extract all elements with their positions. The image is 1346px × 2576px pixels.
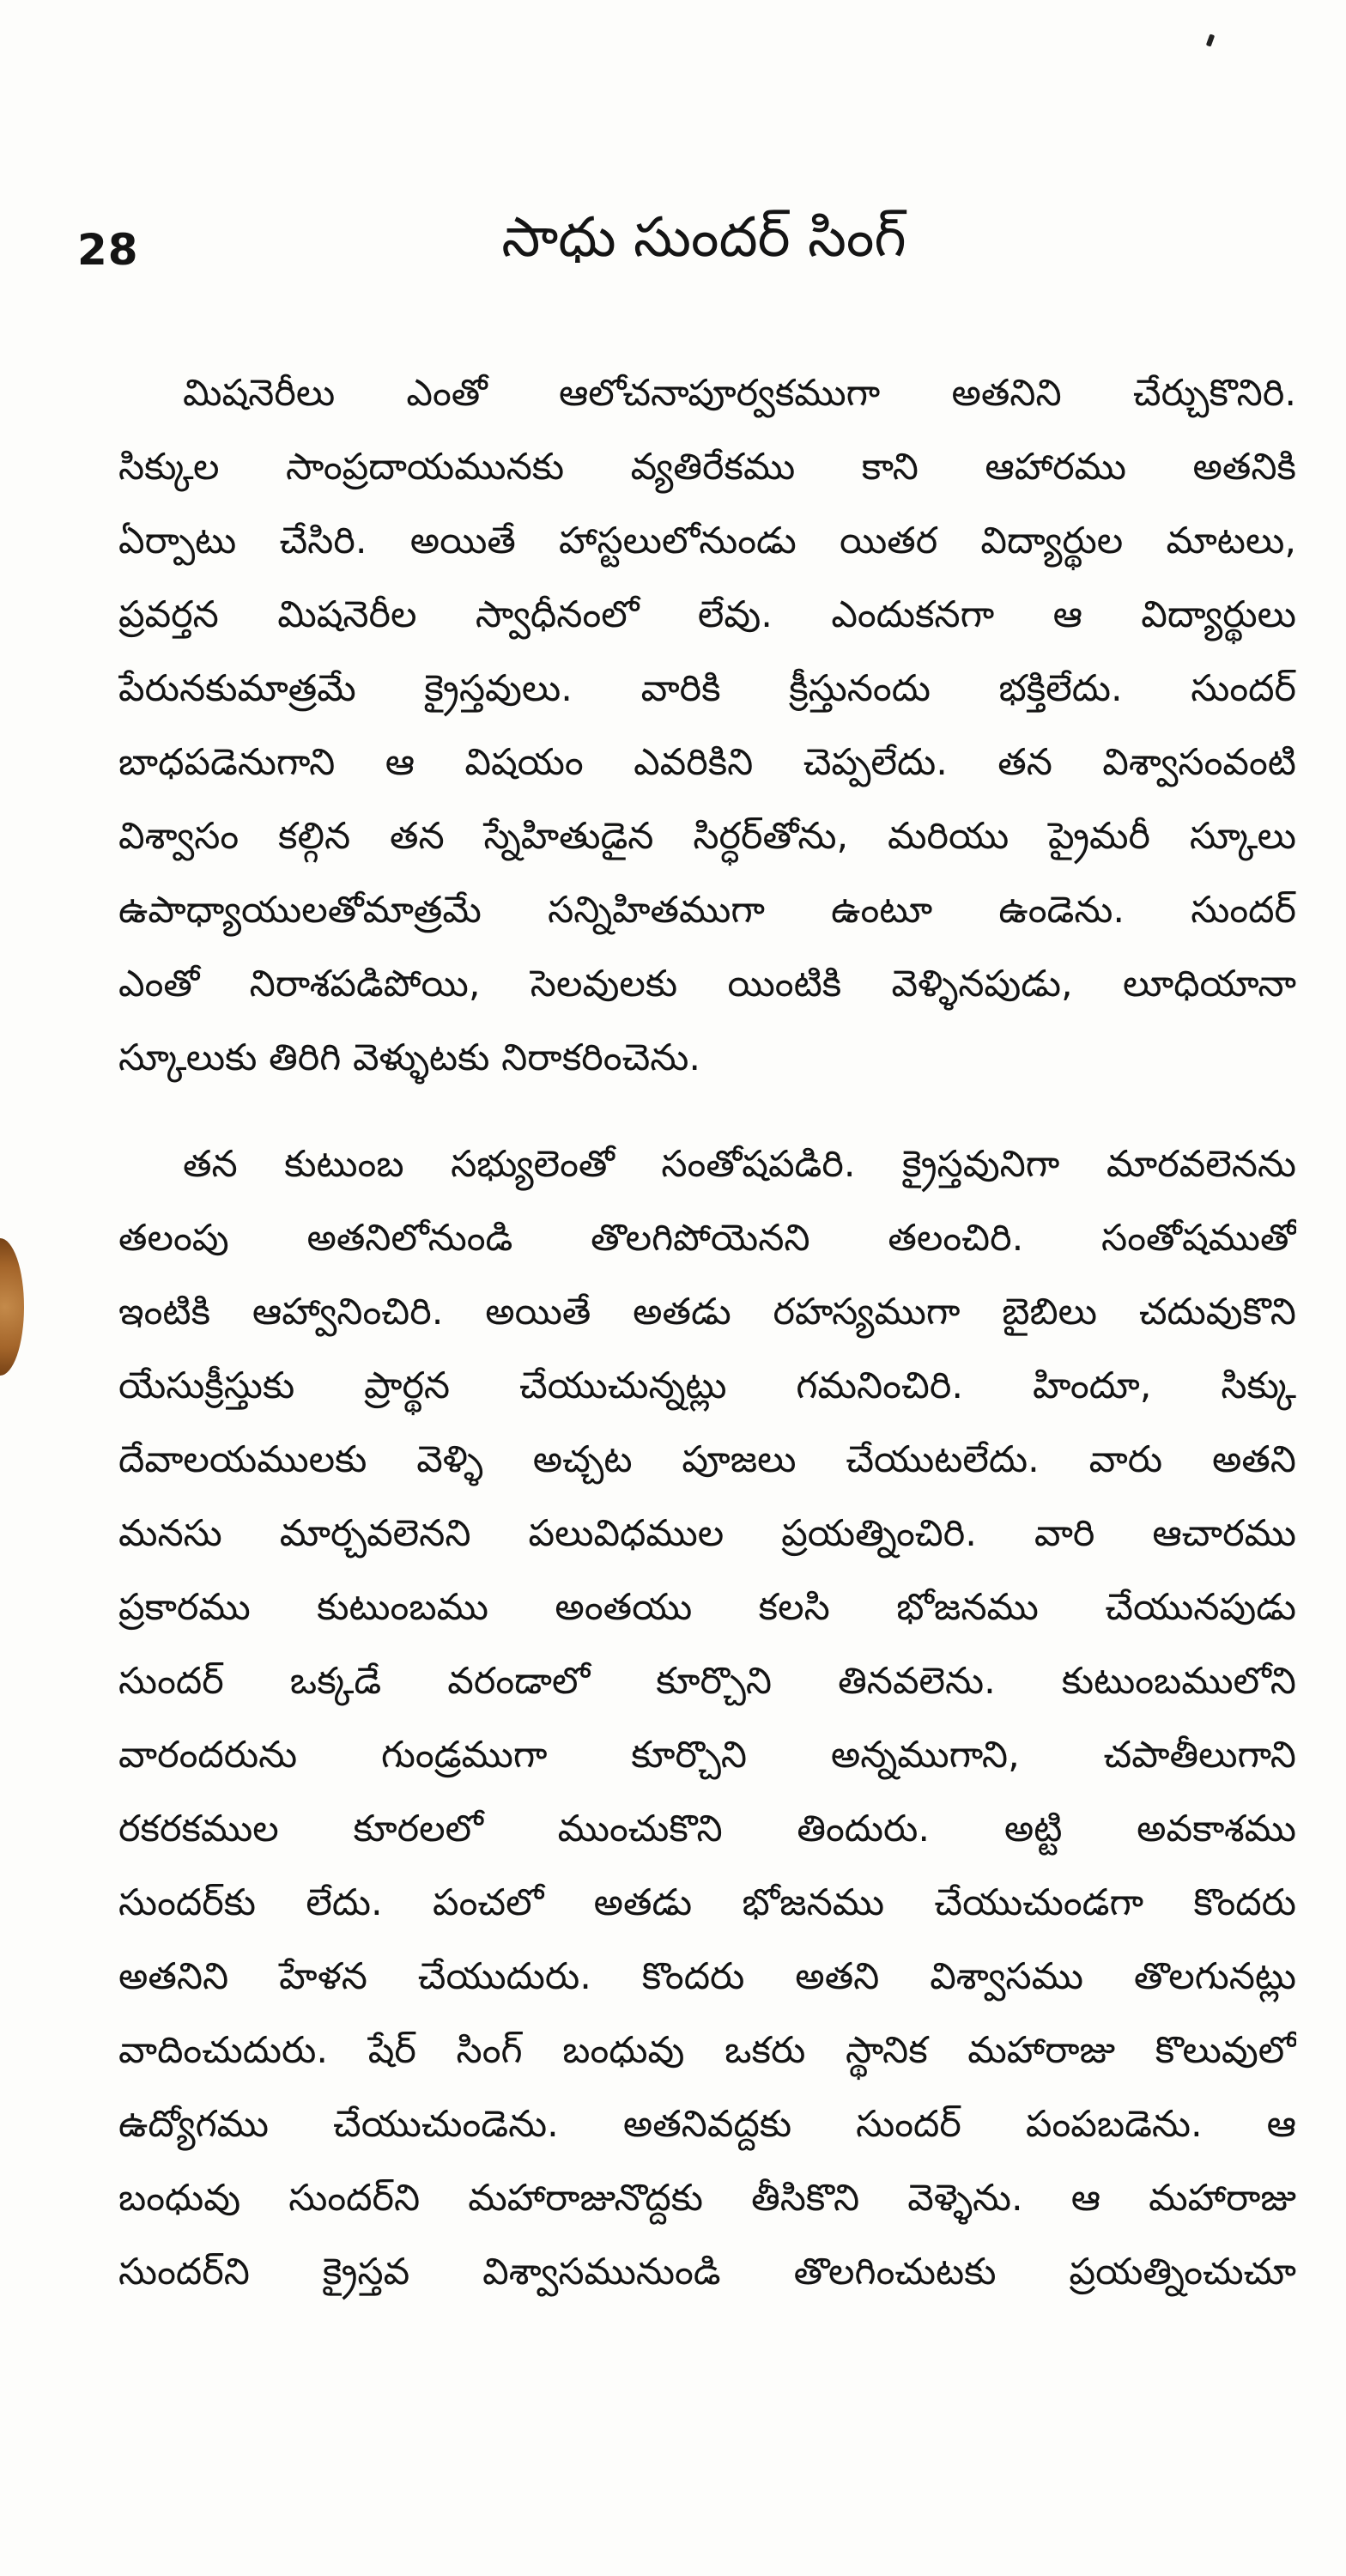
text-line: పేరునకుమాత్రమే క్రైస్తవులు. వారికి క్రీస్తునందు భక్తిలేదు. సుందర్ xyxy=(118,667,1296,710)
page-speck xyxy=(1206,33,1215,46)
paragraph-1 xyxy=(118,356,1296,1095)
text-line: ఎంతో నిరాశపడిపోయి, సెలవులకు యింటికి వెళ్ళినపుడు, లూధియానా xyxy=(118,963,1296,1005)
text-line: మనసు మార్చవలెనని పలువిధముల ప్రయత్నించిరి. వారి ఆచారము xyxy=(118,1512,1296,1555)
text-line: మిషనెరీలు ఎంతో ఆలోచనాపూర్వకముగా అతనిని చేర్చుకొనిరి. xyxy=(183,372,1296,415)
body-text xyxy=(118,356,1296,2309)
text-line: తన కుటుంబ సభ్యులెంతో సంతోషపడిరి. క్రైస్తవునిగా మారవలెనను xyxy=(183,1143,1296,1186)
running-header-title: సాధు సుందర్ సింగ్ xyxy=(501,206,906,270)
text-line: బంధువు సుందర్‌ని మహారాజునొద్దకు తీసికొని వెళ్ళెను. ఆ మహారాజు xyxy=(118,2177,1296,2220)
text-line: సుందర్‌ని క్రైస్తవ విశ్వాసమునుండి తొలగించుటకు ప్రయత్నించుచూ xyxy=(118,2251,1296,2293)
text-line: స్కూలుకు తిరిగి వెళ్ళుటకు నిరాకరించెను. xyxy=(118,1036,701,1079)
text-line: వాదించుదురు. షేర్ సింగ్ బంధువు ఒకరు స్థానిక మహారాజు కొలువులో xyxy=(118,2029,1296,2072)
text-line: విశ్వాసం కల్గిన తన స్నేహితుడైన సిర్ధర్‌తోను, మరియు ప్రైమరీ స్కూలు xyxy=(118,815,1296,858)
text-line: బాధపడెనుగాని ఆ విషయం ఎవరికిని చెప్పలేదు. తన విశ్వాసంవంటి xyxy=(118,741,1296,784)
text-line: యేసుక్రీస్తుకు ప్రార్థన చేయుచున్నట్లు గమనించిరి. హిందూ, సిక్కు xyxy=(118,1364,1296,1407)
text-line: ఉద్యోగము చేయుచుండెను. అతనివద్దకు సుందర్ పంపబడెను. ఆ xyxy=(118,2103,1296,2146)
text-line: వారందరును గుండ్రముగా కూర్చొని అన్నముగాని, చపాతీలుగాని xyxy=(118,1734,1296,1777)
text-line: అతనిని హేళన చేయుదురు. కొందరు అతని విశ్వాసము తొలగునట్లు xyxy=(118,1955,1296,1998)
text-line: సుందర్‌కు లేదు. పంచలో అతడు భోజనము చేయుచుండగా కొందరు xyxy=(118,1881,1296,1924)
text-line: రకరకముల కూరలలో ముంచుకొని తిందురు. అట్టి అవకాశము xyxy=(118,1807,1296,1850)
text-line: సుందర్ ఒక్కడే వరండాలో కూర్చొని తినవలెను. కుటుంబములోని xyxy=(118,1660,1296,1703)
text-line: ప్రవర్తన మిషనెరీల స్వాధీనంలో లేవు. ఎందుకనగా ఆ విద్యార్థులు xyxy=(118,593,1296,636)
page-number: 28 xyxy=(77,225,139,275)
text-line: సిక్కుల సాంప్రదాయమునకు వ్యతిరేకము కాని ఆహారము అతనికి xyxy=(118,446,1296,489)
paragraph-2 xyxy=(118,1127,1296,2309)
text-line: ఇంటికి ఆహ్వానించిరి. అయితే అతడు రహస్యముగా బైబిలు చదువుకొని xyxy=(118,1291,1296,1334)
text-line: ఉపాధ్యాయులతోమాత్రమే సన్నిహితముగా ఉంటూ ఉండెను. సుందర్ xyxy=(118,889,1296,932)
text-line: ప్రకారము కుటుంబము అంతయు కలసి భోజనము చేయునపుడు xyxy=(118,1586,1296,1629)
text-line: ఏర్పాటు చేసిరి. అయితే హాస్టలులోనుండు యితర విద్యార్థుల మాటలు, xyxy=(118,519,1296,562)
text-line: తలంపు అతనిలోనుండి తొలగిపోయెనని తలంచిరి. సంతోషముతో xyxy=(118,1217,1296,1260)
coin-edge xyxy=(0,1238,24,1376)
text-line: దేవాలయములకు వెళ్ళి అచ్చట పూజలు చేయుటలేదు. వారు అతని xyxy=(118,1438,1296,1481)
